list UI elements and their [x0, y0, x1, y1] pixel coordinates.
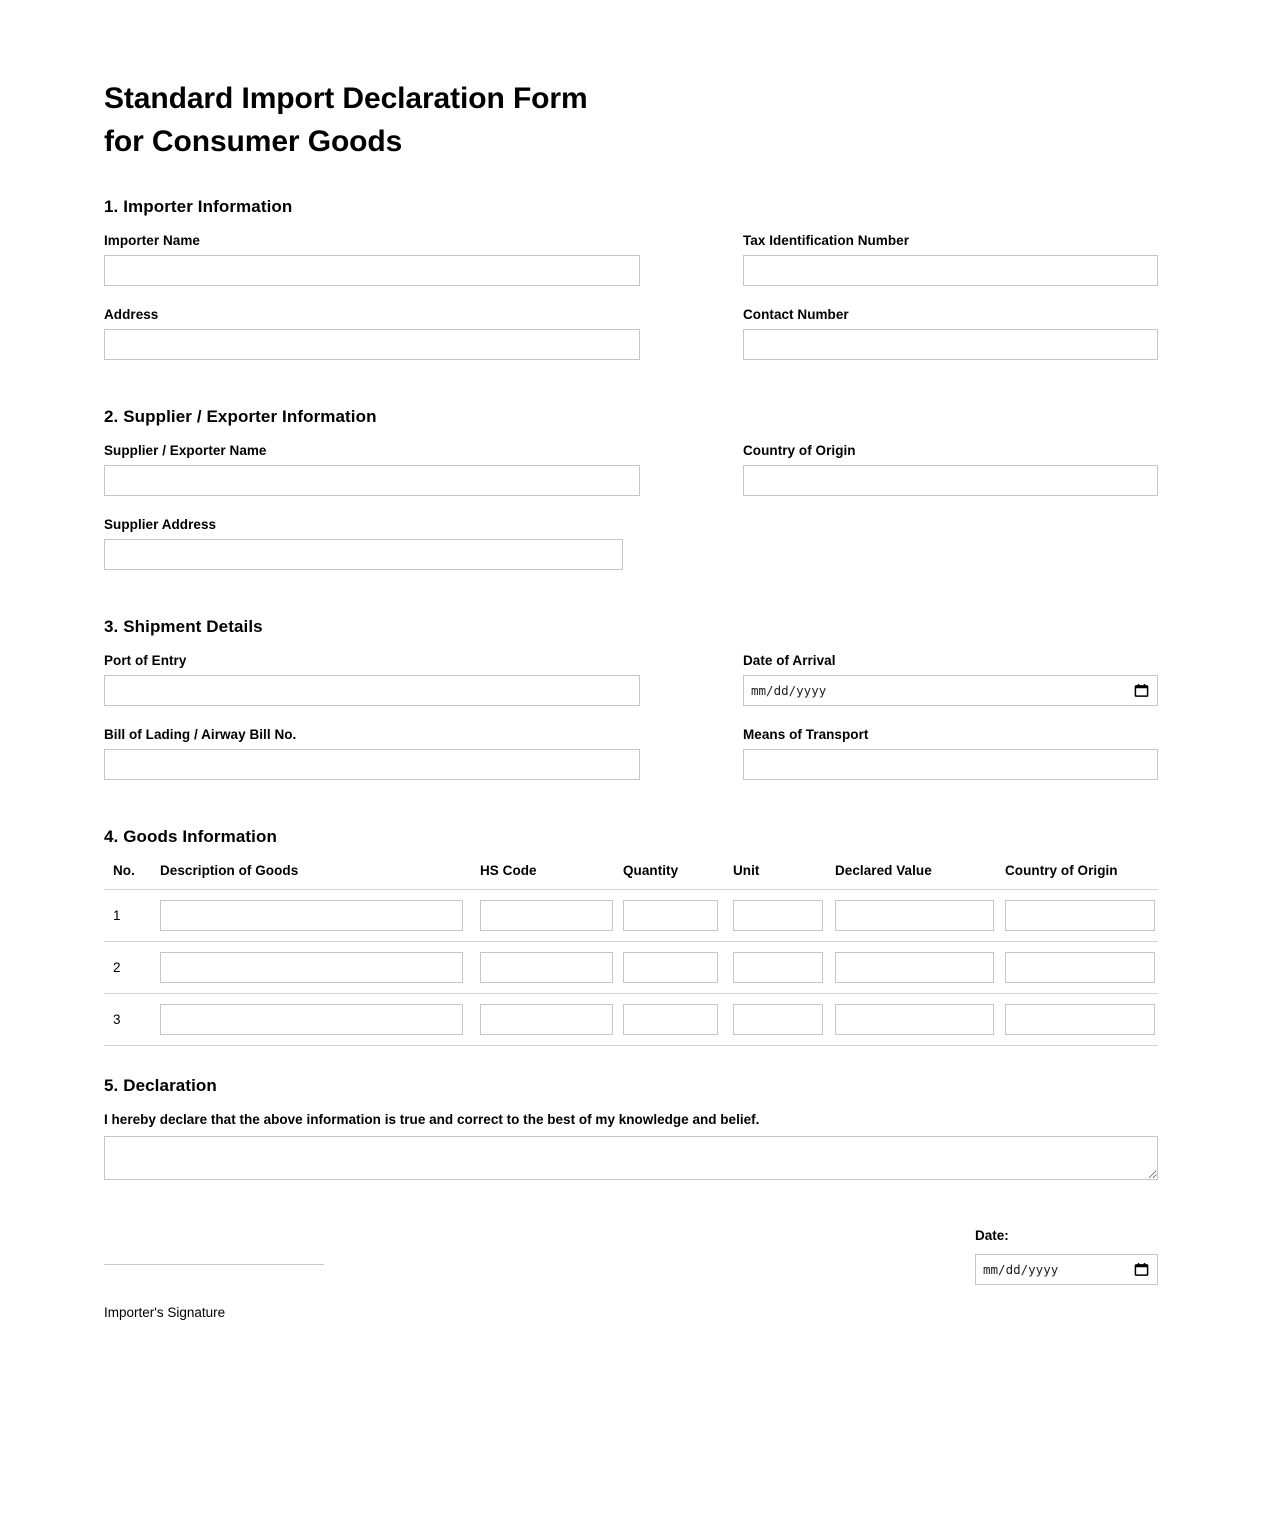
cell-country-of-origin: [1005, 994, 1158, 1046]
section-heading-declaration: 5. Declaration: [104, 1076, 217, 1096]
input-goods-country-of-origin-3[interactable]: [1005, 1004, 1155, 1035]
label-date-of-arrival: Date of Arrival: [743, 653, 836, 669]
cell-hs-code: [480, 942, 623, 994]
input-address[interactable]: [104, 329, 640, 360]
signature-label: Importer's Signature: [104, 1305, 226, 1321]
field-importer-name: [104, 233, 640, 286]
input-contact-number[interactable]: [743, 329, 1158, 360]
label-supplier-address: Supplier Address: [104, 517, 217, 533]
section-heading-shipment: 3. Shipment Details: [104, 617, 263, 637]
input-goods-unit-3[interactable]: [733, 1004, 823, 1035]
page-title: [104, 78, 724, 163]
input-goods-hs-code-2[interactable]: [480, 952, 613, 983]
label-supplier-name: Supplier / Exporter Name: [104, 443, 267, 459]
input-goods-description-3[interactable]: [160, 1004, 463, 1035]
section-heading-importer: 1. Importer Information: [104, 197, 293, 217]
cell-country-of-origin: [1005, 942, 1158, 994]
field-contact-number: [743, 307, 1158, 381]
cell-hs-code: [480, 890, 623, 942]
cell-row-number: 2: [104, 942, 160, 994]
cell-row-number: 3: [104, 994, 160, 1046]
col-header-declared-value: Declared Value: [835, 863, 1005, 890]
input-means-of-transport[interactable]: [743, 749, 1158, 780]
signature-line: [104, 1264, 324, 1265]
signature-block: [104, 1228, 534, 1320]
input-country-of-origin[interactable]: [743, 465, 1158, 496]
date-block: [975, 1228, 1158, 1285]
importer-fields-grid: [104, 233, 1158, 381]
signature-date-footer: [104, 1228, 1158, 1320]
supplier-grid-spacer: [743, 517, 1158, 591]
input-goods-description-2[interactable]: [160, 952, 463, 983]
cell-description: [160, 890, 480, 942]
calendar-icon[interactable]: [1134, 683, 1149, 698]
page-title-line-2: for Consumer Goods: [104, 124, 403, 158]
input-goods-declared-value-2[interactable]: [835, 952, 994, 983]
label-address: Address: [104, 307, 159, 323]
cell-declared-value: [835, 994, 1005, 1046]
cell-country-of-origin: [1005, 890, 1158, 942]
field-supplier-address: [104, 517, 640, 570]
calendar-icon[interactable]: [1134, 1262, 1149, 1277]
input-goods-unit-2[interactable]: [733, 952, 823, 983]
label-tax-identification-number: Tax Identification Number: [743, 233, 910, 249]
input-goods-quantity-1[interactable]: [623, 900, 718, 931]
cell-unit: [733, 942, 835, 994]
cell-declared-value: [835, 890, 1005, 942]
declaration-notes-textarea[interactable]: [104, 1136, 1158, 1180]
col-header-unit: Unit: [733, 863, 835, 890]
field-supplier-name: [104, 443, 640, 496]
section-supplier-exporter-information: [104, 407, 1158, 591]
label-importer-name: Importer Name: [104, 233, 200, 249]
field-port-of-entry: [104, 653, 640, 706]
cell-quantity: [623, 942, 733, 994]
supplier-fields-grid: [104, 443, 1158, 591]
label-means-of-transport: Means of Transport: [743, 727, 869, 743]
section-heading-supplier: 2. Supplier / Exporter Information: [104, 407, 377, 427]
cell-quantity: [623, 994, 733, 1046]
input-goods-country-of-origin-1[interactable]: [1005, 900, 1155, 931]
date-of-arrival-placeholder: mm/dd/yyyy: [751, 683, 827, 699]
input-goods-declared-value-3[interactable]: [835, 1004, 994, 1035]
input-goods-quantity-3[interactable]: [623, 1004, 718, 1035]
section-goods-information: [104, 827, 1158, 1046]
cell-quantity: [623, 890, 733, 942]
goods-table-header-row: [104, 863, 1158, 890]
goods-table-head: [104, 863, 1158, 890]
goods-table-body: [104, 890, 1158, 1046]
section-shipment-details: [104, 617, 1158, 801]
input-port-of-entry[interactable]: [104, 675, 640, 706]
input-importer-name[interactable]: [104, 255, 640, 286]
cell-unit: [733, 890, 835, 942]
col-header-no: No.: [104, 863, 160, 890]
col-header-hs-code: HS Code: [480, 863, 623, 890]
input-supplier-address[interactable]: [104, 539, 623, 570]
input-goods-hs-code-3[interactable]: [480, 1004, 613, 1035]
input-goods-declared-value-1[interactable]: [835, 900, 994, 931]
field-country-of-origin: [743, 443, 1158, 496]
input-goods-hs-code-1[interactable]: [480, 900, 613, 931]
input-goods-country-of-origin-2[interactable]: [1005, 952, 1155, 983]
table-row: [104, 994, 1158, 1046]
input-signature-date[interactable]: [975, 1254, 1158, 1285]
input-supplier-name[interactable]: [104, 465, 640, 496]
col-header-quantity: Quantity: [623, 863, 733, 890]
field-bill-of-lading: [104, 727, 640, 780]
field-means-of-transport: [743, 727, 1158, 801]
label-contact-number: Contact Number: [743, 307, 849, 323]
input-tax-identification-number[interactable]: [743, 255, 1158, 286]
page-title-line-1: Standard Import Declaration Form: [104, 82, 588, 115]
table-row: [104, 890, 1158, 942]
cell-description: [160, 942, 480, 994]
goods-table: [104, 863, 1158, 1046]
declaration-statement: I hereby declare that the above information is true and correct to the best of my knowledge and belief.: [104, 1112, 760, 1128]
label-signature-date: Date:: [975, 1228, 1009, 1244]
input-date-of-arrival[interactable]: [743, 675, 1158, 706]
label-port-of-entry: Port of Entry: [104, 653, 187, 669]
input-goods-description-1[interactable]: [160, 900, 463, 931]
input-bill-of-lading[interactable]: [104, 749, 640, 780]
table-row: [104, 942, 1158, 994]
cell-row-number: 1: [104, 890, 160, 942]
col-header-country-of-origin: Country of Origin: [1005, 863, 1158, 890]
label-bill-of-lading: Bill of Lading / Airway Bill No.: [104, 727, 297, 743]
input-goods-unit-1[interactable]: [733, 900, 823, 931]
field-date-of-arrival: [743, 653, 1158, 706]
section-heading-goods: 4. Goods Information: [104, 827, 277, 847]
cell-declared-value: [835, 942, 1005, 994]
cell-hs-code: [480, 994, 623, 1046]
shipment-fields-grid: [104, 653, 1158, 801]
signature-date-placeholder: mm/dd/yyyy: [983, 1262, 1059, 1278]
col-header-description: Description of Goods: [160, 863, 480, 890]
section-declaration: [104, 1076, 1158, 1180]
field-tax-identification-number: [743, 233, 1158, 286]
input-goods-quantity-2[interactable]: [623, 952, 718, 983]
field-address: [104, 307, 640, 360]
cell-unit: [733, 994, 835, 1046]
cell-description: [160, 994, 480, 1046]
section-importer-information: [104, 197, 1158, 381]
label-country-of-origin: Country of Origin: [743, 443, 856, 459]
